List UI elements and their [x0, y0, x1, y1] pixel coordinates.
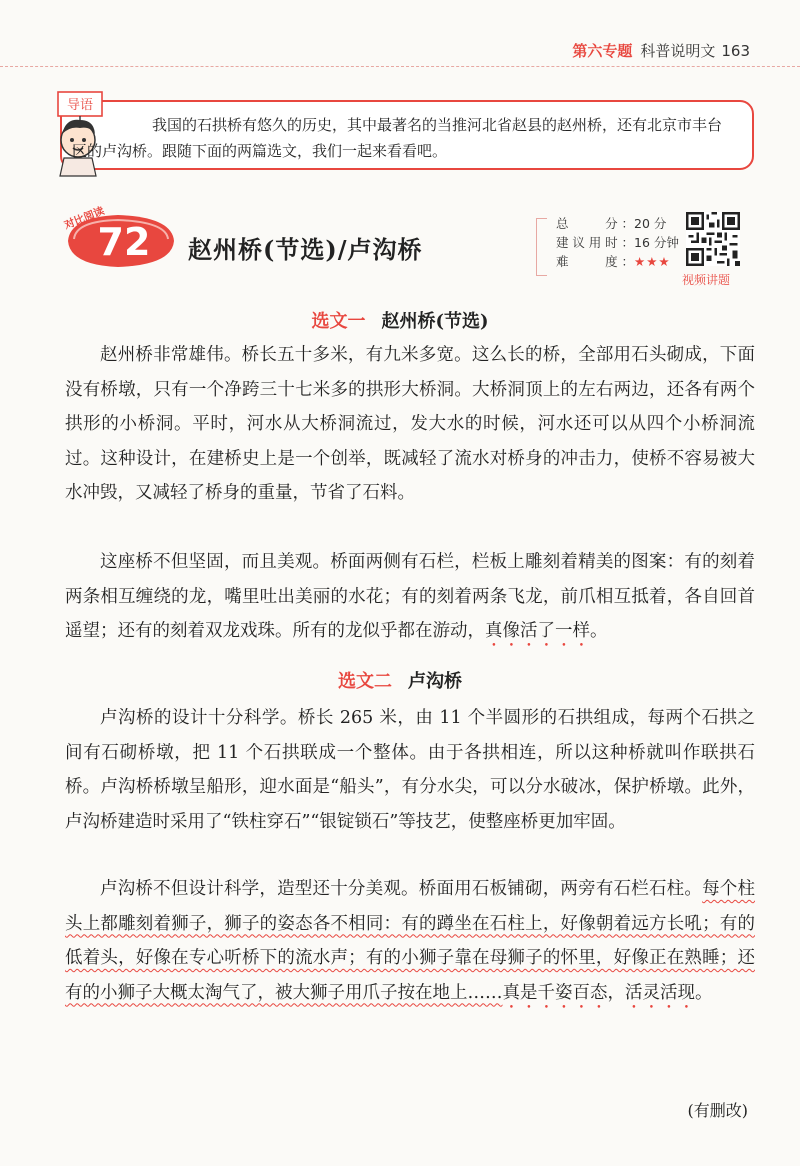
difficulty-stars: ★★★ — [634, 254, 671, 269]
page-number: 163 — [721, 42, 750, 60]
selection-2-paragraph-2 — [65, 872, 755, 1013]
subject-label: 科普说明文 — [640, 42, 716, 60]
guide-box — [60, 100, 754, 170]
selection-1-paragraph-2-end: 。 — [590, 621, 608, 641]
guide-line-2: 区的卢沟桥。跟随下面的两篇选文，我们一起来看看吧。 — [72, 142, 448, 160]
selection-2-paragraph-1: 卢沟桥的设计十分科学。桥长 265 米，由 11 个半圆形的石拱组成，每两个石拱之间有石砌桥墩，把 11 个石拱联成一个整体。由于各拱相连，所以这种桥就叫作联拱石桥。卢沟桥桥墩呈船形，迎水面是“船头”，有分水尖，可以分水破冰，保护桥墩。此外，卢沟桥建造时采用了“铁柱穿石”“银锭锁石”等技艺，使整座桥更加牢固。 — [65, 708, 755, 832]
lesson-number-badge — [60, 205, 180, 275]
selection-2-paragraph-2-end: 。 — [695, 982, 713, 1003]
guide-tag: 导语 — [66, 98, 94, 113]
edit-note: (有删改) — [687, 1101, 748, 1120]
selection-1-paragraph-2 — [65, 545, 755, 651]
selection-2-heading — [0, 667, 800, 693]
section-label: 第六专题 — [572, 42, 633, 60]
emphasized-phrase-2: 真是千姿百态，活灵活现 — [502, 982, 695, 1003]
selection-2-title: 卢沟桥 — [408, 671, 462, 692]
selection-2-paragraph-2-text: 卢沟桥不但设计科学，造型还十分美观。桥面用石板铺砌，两旁有石栏石柱。 — [100, 879, 703, 899]
mascot-icon — [36, 88, 126, 178]
time-label: 建议用时： — [556, 235, 634, 250]
meta-info — [556, 214, 679, 271]
selection-2-label: 选文二 — [338, 671, 392, 692]
header-divider — [0, 66, 800, 67]
page-title: 赵州桥(节选)/卢沟桥 — [188, 235, 423, 264]
qr-code-icon[interactable] — [686, 212, 740, 266]
emphasized-phrase-1: 真像活了一样 — [485, 621, 590, 641]
time-value: 16 分钟 — [634, 235, 679, 250]
score-value: 20 分 — [634, 216, 667, 231]
badge-label: 对比阅读 — [62, 205, 107, 232]
score-label: 总 分： — [556, 216, 634, 231]
guide-line-1: 我国的石拱桥有悠久的历史，其中最著名的当推河北省赵县的赵州桥，还有北京市丰台 — [152, 116, 723, 134]
selection-1-paragraph-2-text: 这座桥不但坚固，而且美观。桥面两侧有石栏，栏板上雕刻着精美的图案：有的刻着两条相互缠绕的龙，嘴里吐出美丽的水花；有的刻着两条飞龙，前爪相互抵着，各自回首遥望；还有的刻着双龙戏珠。所有的龙似乎都在游动， — [65, 552, 755, 641]
video-explain-link[interactable]: 视频讲题 — [682, 273, 731, 287]
guide-text — [72, 112, 738, 164]
selection-1-paragraph-1: 赵州桥非常雄伟。桥长五十多米，有九米多宽。这么长的桥，全部用石头砌成，下面没有桥墩，只有一个净跨三十七米多的拱形大桥洞。大桥洞顶上的左右两边，还各有两个拱形的小桥洞。平时，河水从大桥洞流过，发大水的时候，河水还可以从四个小桥洞流过。这种设计，在建桥史上是一个创举，既减轻了流水对桥身的冲击力，使桥不容易被大水冲毁，又减轻了桥身的重量，节省了石料。 — [65, 345, 755, 503]
selection-1-heading — [0, 307, 800, 333]
wavy-underlined-passage: 每个柱头上都雕刻着狮子，狮子的姿态各不相同：有的蹲坐在石柱上，好像朝着远方长吼；有的低着头，好像在专心听桥下的流水声；有的小狮子靠在母狮子的怀里，好像正在熟睡；还有的小狮子大概太淘气了，被大狮子用爪子按在地上…… — [65, 879, 756, 1003]
page-header — [572, 40, 750, 61]
meta-bracket — [536, 218, 547, 276]
selection-1-label: 选文一 — [311, 311, 366, 332]
selection-1-title: 赵州桥(节选) — [381, 311, 489, 332]
lesson-number: 72 — [97, 220, 151, 264]
difficulty-label: 难 度： — [556, 254, 634, 269]
